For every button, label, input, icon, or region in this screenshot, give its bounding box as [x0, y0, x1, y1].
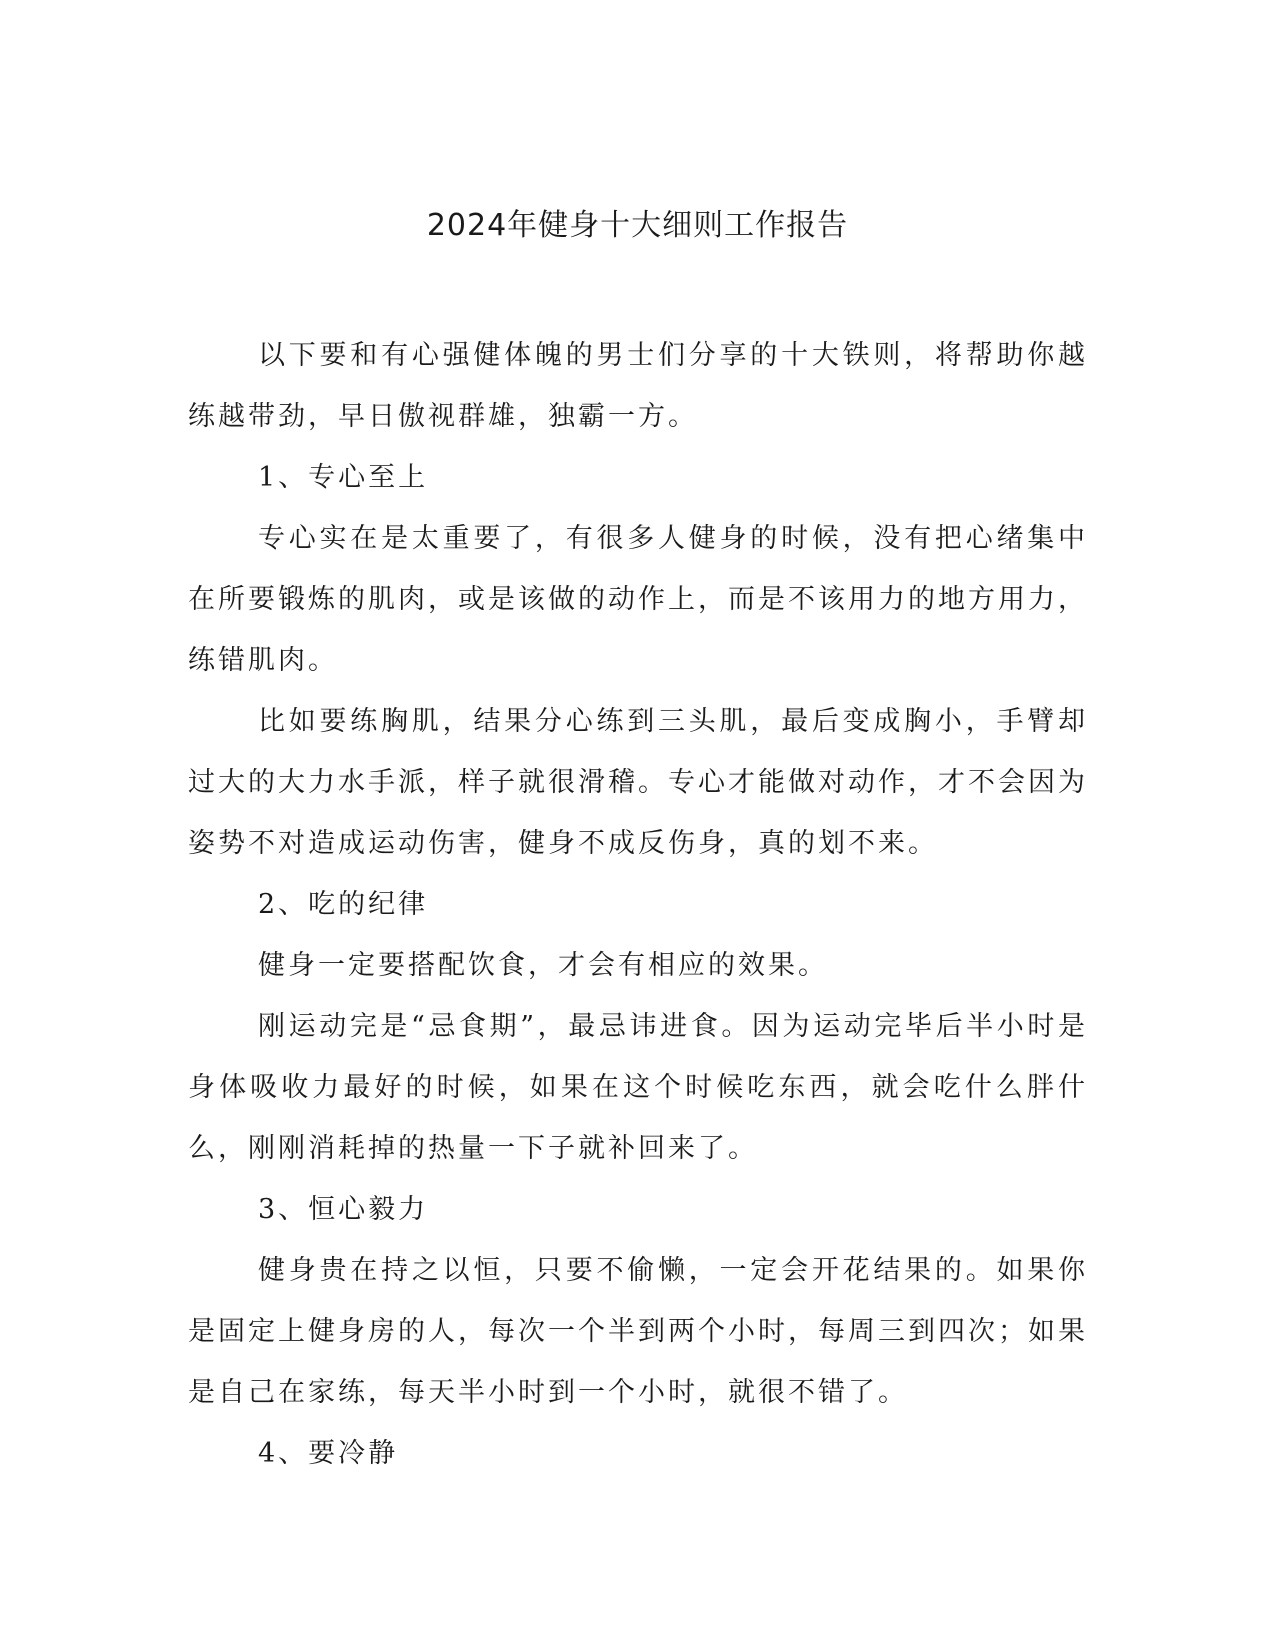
section-heading: 1、专心至上 — [258, 462, 429, 493]
body-paragraph: 健身一定要搭配饮食，才会有相应的效果。 — [258, 950, 828, 981]
section-heading: 3、恒心毅力 — [258, 1194, 429, 1225]
body-paragraph: 健身贵在持之以恒，只要不偷懒，一定会开花结果的。如果你是固定上健身房的人，每次一个半到两个小时，每周三到四次；如果是自己在家练，每天半小时到一个小时，就很不错了。 — [188, 1255, 1088, 1408]
document-body — [188, 325, 1088, 1484]
section-heading: 2、吃的纪律 — [258, 889, 429, 920]
body-paragraph: 比如要练胸肌，结果分心练到三头肌，最后变成胸小，手臂却过大的大力水手派，样子就很滑稽。专心才能做对动作，才不会因为姿势不对造成运动伤害，健身不成反伤身，真的划不来。 — [188, 706, 1088, 859]
intro-paragraph: 以下要和有心强健体魄的男士们分享的十大铁则，将帮助你越练越带劲，早日傲视群雄，独霸一方。 — [188, 340, 1088, 432]
section-heading: 4、要冷静 — [258, 1438, 399, 1469]
document-title: 2024年健身十大细则工作报告 — [426, 208, 849, 243]
body-paragraph: 刚运动完是“忌食期”，最忌讳进食。因为运动完毕后半小时是身体吸收力最好的时候，如果在这个时候吃东西，就会吃什么胖什么，刚刚消耗掉的热量一下子就补回来了。 — [188, 1011, 1088, 1164]
body-paragraph: 专心实在是太重要了，有很多人健身的时候，没有把心绪集中在所要锻炼的肌肉，或是该做的动作上，而是不该用力的地方用力，练错肌肉。 — [188, 523, 1088, 676]
